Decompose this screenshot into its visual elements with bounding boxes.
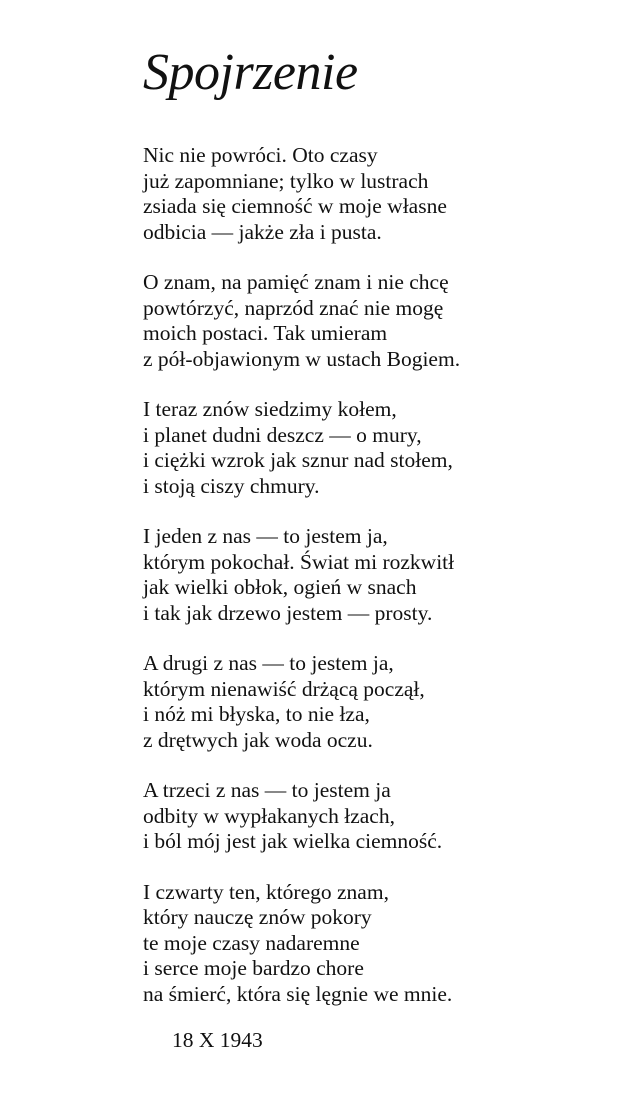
stanza-1 xyxy=(143,143,603,245)
stanza-2 xyxy=(143,270,603,372)
poem-line: zsiada się ciemność w moje własne xyxy=(143,194,447,218)
poem-line: powtórzyć, naprzód znać nie mogę xyxy=(143,295,444,320)
poem-line: i ciężki wzrok jak sznur nad stołem, xyxy=(143,448,453,472)
poem-line: którym nienawiść drżącą począł, xyxy=(143,676,425,701)
poem-line: O znam, na pamięć znam i nie chcę xyxy=(143,270,449,294)
poem-line: z drętwych jak woda oczu. xyxy=(143,727,373,752)
poem-line: którym pokochał. Świat mi rozkwitł xyxy=(143,549,455,574)
poem-line: te moje czasy nadaremne xyxy=(143,930,360,955)
poem-line: jak wielki obłok, ogień w snach xyxy=(143,575,417,599)
poem-line: A drugi z nas — to jestem ja, xyxy=(143,651,394,675)
stanza-5 xyxy=(143,651,603,753)
stanza-6 xyxy=(143,778,603,855)
poem-line: i ból mój jest jak wielka ciemność. xyxy=(143,829,443,853)
stanza-7 xyxy=(143,880,603,1008)
poem-line: I czwarty ten, którego znam, xyxy=(143,879,389,904)
poem-date: 18 X 1943 xyxy=(172,1028,263,1052)
poem-line: na śmierć, która się lęgnie we mnie. xyxy=(143,981,453,1006)
poem-line: A trzeci z nas — to jestem ja xyxy=(143,778,391,802)
stanza-3 xyxy=(143,397,603,499)
poem-body xyxy=(143,143,603,1032)
poem-line: i tak jak drzewo jestem — prosty. xyxy=(143,600,433,625)
poem-line: moich postaci. Tak umieram xyxy=(143,321,388,345)
poem-title: Spojrzenie xyxy=(143,44,358,101)
poem-line: odbicia — jakże zła i pusta. xyxy=(143,219,382,244)
poem-line: już zapomniane; tylko w lustrach xyxy=(143,168,429,193)
poem-line: i nóż mi błyska, to nie łza, xyxy=(143,702,370,726)
poem-line: odbity w wypłakanych łzach, xyxy=(143,803,395,828)
poem-line: i stoją ciszy chmury. xyxy=(143,473,320,498)
poem-line: I teraz znów siedzimy kołem, xyxy=(143,397,397,421)
poem-line: Nic nie powróci. Oto czasy xyxy=(143,143,378,167)
stanza-4 xyxy=(143,524,603,626)
poem-line: I jeden z nas — to jestem ja, xyxy=(143,524,388,548)
poem-line: i serce moje bardzo chore xyxy=(143,956,364,980)
poem-line: i planet dudni deszcz — o mury, xyxy=(143,422,422,447)
poem-line: z pół-objawionym w ustach Bogiem. xyxy=(143,346,461,371)
poem-line: który nauczę znów pokory xyxy=(143,905,372,929)
